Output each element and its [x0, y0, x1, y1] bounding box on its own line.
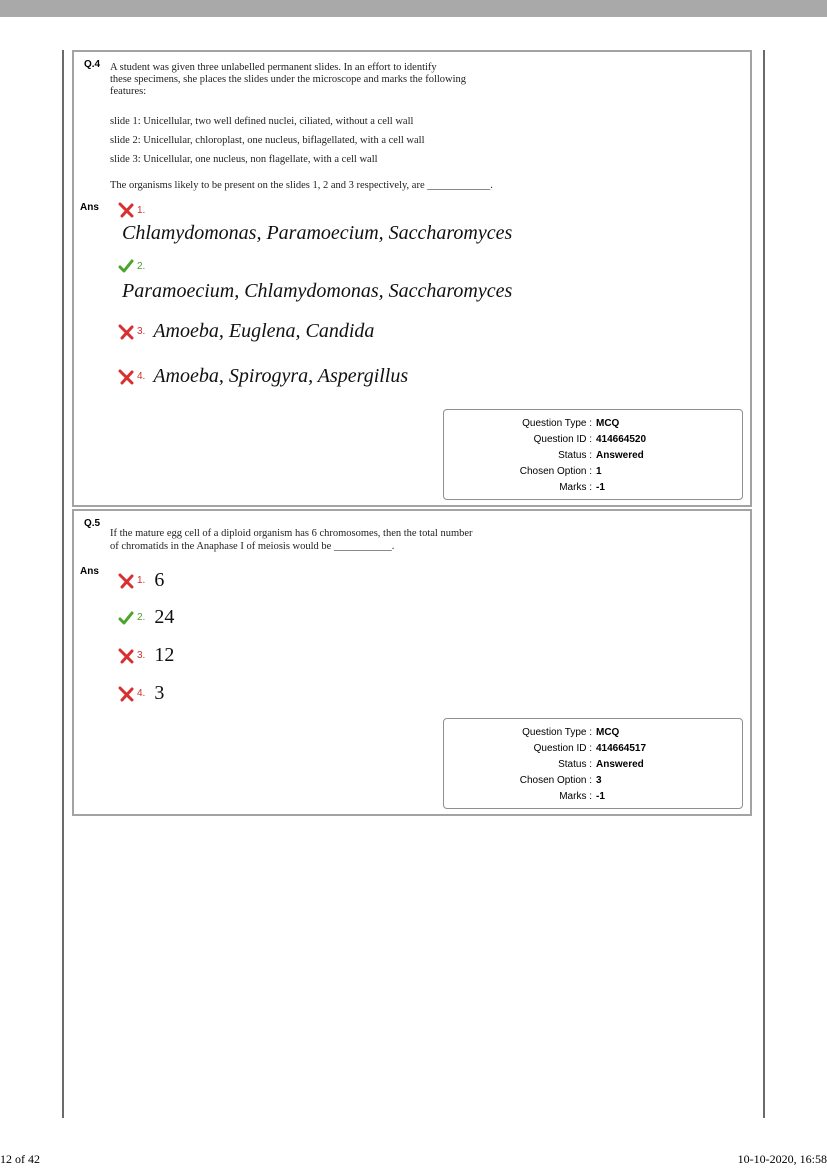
question-text-line: features: — [110, 86, 147, 97]
info-label: Question ID : — [533, 743, 592, 754]
info-value: 414664517 — [596, 743, 647, 754]
option-number: 3. — [137, 326, 146, 337]
info-row-chosen — [444, 775, 744, 790]
info-value: -1 — [596, 482, 605, 493]
option-number: 4. — [137, 371, 146, 382]
question-text-line: A student was given three unlabelled permanent slides. In an effort to identify — [110, 62, 437, 73]
option-number: 2. — [137, 612, 146, 623]
info-label: Marks : — [559, 482, 592, 493]
info-value: MCQ — [596, 727, 620, 738]
info-label: Marks : — [559, 791, 592, 802]
option-text: 12 — [154, 644, 175, 666]
page-counter: 12 of 42 — [0, 1152, 40, 1166]
option-number: 4. — [137, 688, 146, 699]
option-number: 1. — [137, 575, 146, 586]
answer-label: Ans — [80, 566, 99, 577]
option-text: 3 — [154, 682, 165, 704]
question-prompt: The organisms likely to be present on the slides 1, 2 and 3 respectively, are ____________. — [110, 180, 493, 191]
question-number: Q.4 — [84, 59, 101, 70]
info-label: Chosen Option : — [519, 775, 592, 786]
cross-icon — [118, 202, 134, 218]
option-text: Chlamydomonas, Paramoecium, Saccharomyces — [122, 222, 513, 244]
question-panel-q4 — [72, 50, 752, 507]
question-number: Q.5 — [84, 518, 101, 529]
info-row-status — [444, 450, 744, 465]
question-text — [110, 62, 466, 98]
option-text: Paramoecium, Chlamydomonas, Saccharomyces — [122, 280, 513, 302]
cross-icon — [118, 324, 134, 340]
option-3[interactable] — [118, 644, 174, 667]
question-text-line: If the mature egg cell of a diploid organism has 6 chromosomes, then the total number — [110, 528, 473, 539]
option-number: 3. — [137, 650, 146, 661]
check-icon — [118, 610, 134, 626]
answer-label: Ans — [80, 202, 99, 213]
question-info-box — [443, 718, 743, 809]
browser-print-header-bar — [0, 0, 827, 17]
info-row-type — [444, 727, 744, 742]
cross-icon — [118, 648, 134, 664]
option-3[interactable] — [118, 320, 374, 343]
slide-item: slide 3: Unicellular, one nucleus, non flagellate, with a cell wall — [110, 154, 378, 165]
info-value: 3 — [596, 775, 602, 786]
cross-icon — [118, 369, 134, 385]
slide-item: slide 1: Unicellular, two well defined nuclei, ciliated, without a cell wall — [110, 116, 414, 127]
info-row-id — [444, 434, 744, 449]
info-label: Status : — [558, 450, 592, 461]
info-value: Answered — [596, 450, 644, 461]
option-number: 1. — [137, 204, 146, 216]
option-text: 6 — [154, 569, 165, 591]
cross-icon — [118, 573, 134, 589]
question-text-line: these specimens, she places the slides under the microscope and marks the following — [110, 74, 467, 85]
info-value: 1 — [596, 466, 602, 477]
info-label: Question ID : — [533, 434, 592, 445]
info-row-chosen — [444, 466, 744, 481]
info-value: 414664520 — [596, 434, 647, 445]
question-text — [110, 527, 473, 553]
question-text-line: of chromatids in the Anaphase I of meiosis would be ___________. — [110, 541, 395, 552]
page-left-rule — [62, 50, 64, 1118]
info-row-type — [444, 418, 744, 433]
info-label: Status : — [558, 759, 592, 770]
option-2[interactable] — [118, 606, 174, 629]
option-1[interactable] — [118, 569, 164, 592]
info-row-status — [444, 759, 744, 774]
print-timestamp: 10-10-2020, 16:58 — [737, 1152, 827, 1166]
slide-list — [110, 112, 424, 169]
option-text: Amoeba, Spirogyra, Aspergillus — [153, 365, 409, 387]
slide-item: slide 2: Unicellular, chloroplast, one nucleus, biflagellated, with a cell wall — [110, 135, 425, 146]
option-number: 2. — [137, 260, 146, 272]
info-label: Question Type : — [522, 418, 592, 429]
option-1[interactable] — [118, 202, 145, 218]
cross-icon — [118, 686, 134, 702]
option-text: Amoeba, Euglena, Candida — [153, 320, 375, 342]
info-label: Chosen Option : — [519, 466, 592, 477]
info-value: MCQ — [596, 418, 620, 429]
option-2[interactable] — [118, 258, 145, 274]
info-value: Answered — [596, 759, 644, 770]
option-4[interactable] — [118, 682, 164, 705]
info-row-id — [444, 743, 744, 758]
info-label: Question Type : — [522, 727, 592, 738]
info-value: -1 — [596, 791, 605, 802]
question-info-box — [443, 409, 743, 500]
question-panel-q5 — [72, 509, 752, 816]
check-icon — [118, 258, 134, 274]
option-text: 24 — [154, 606, 175, 628]
info-row-marks — [444, 791, 744, 806]
option-4[interactable] — [118, 365, 408, 388]
page-right-rule — [763, 50, 765, 1118]
info-row-marks — [444, 482, 744, 497]
